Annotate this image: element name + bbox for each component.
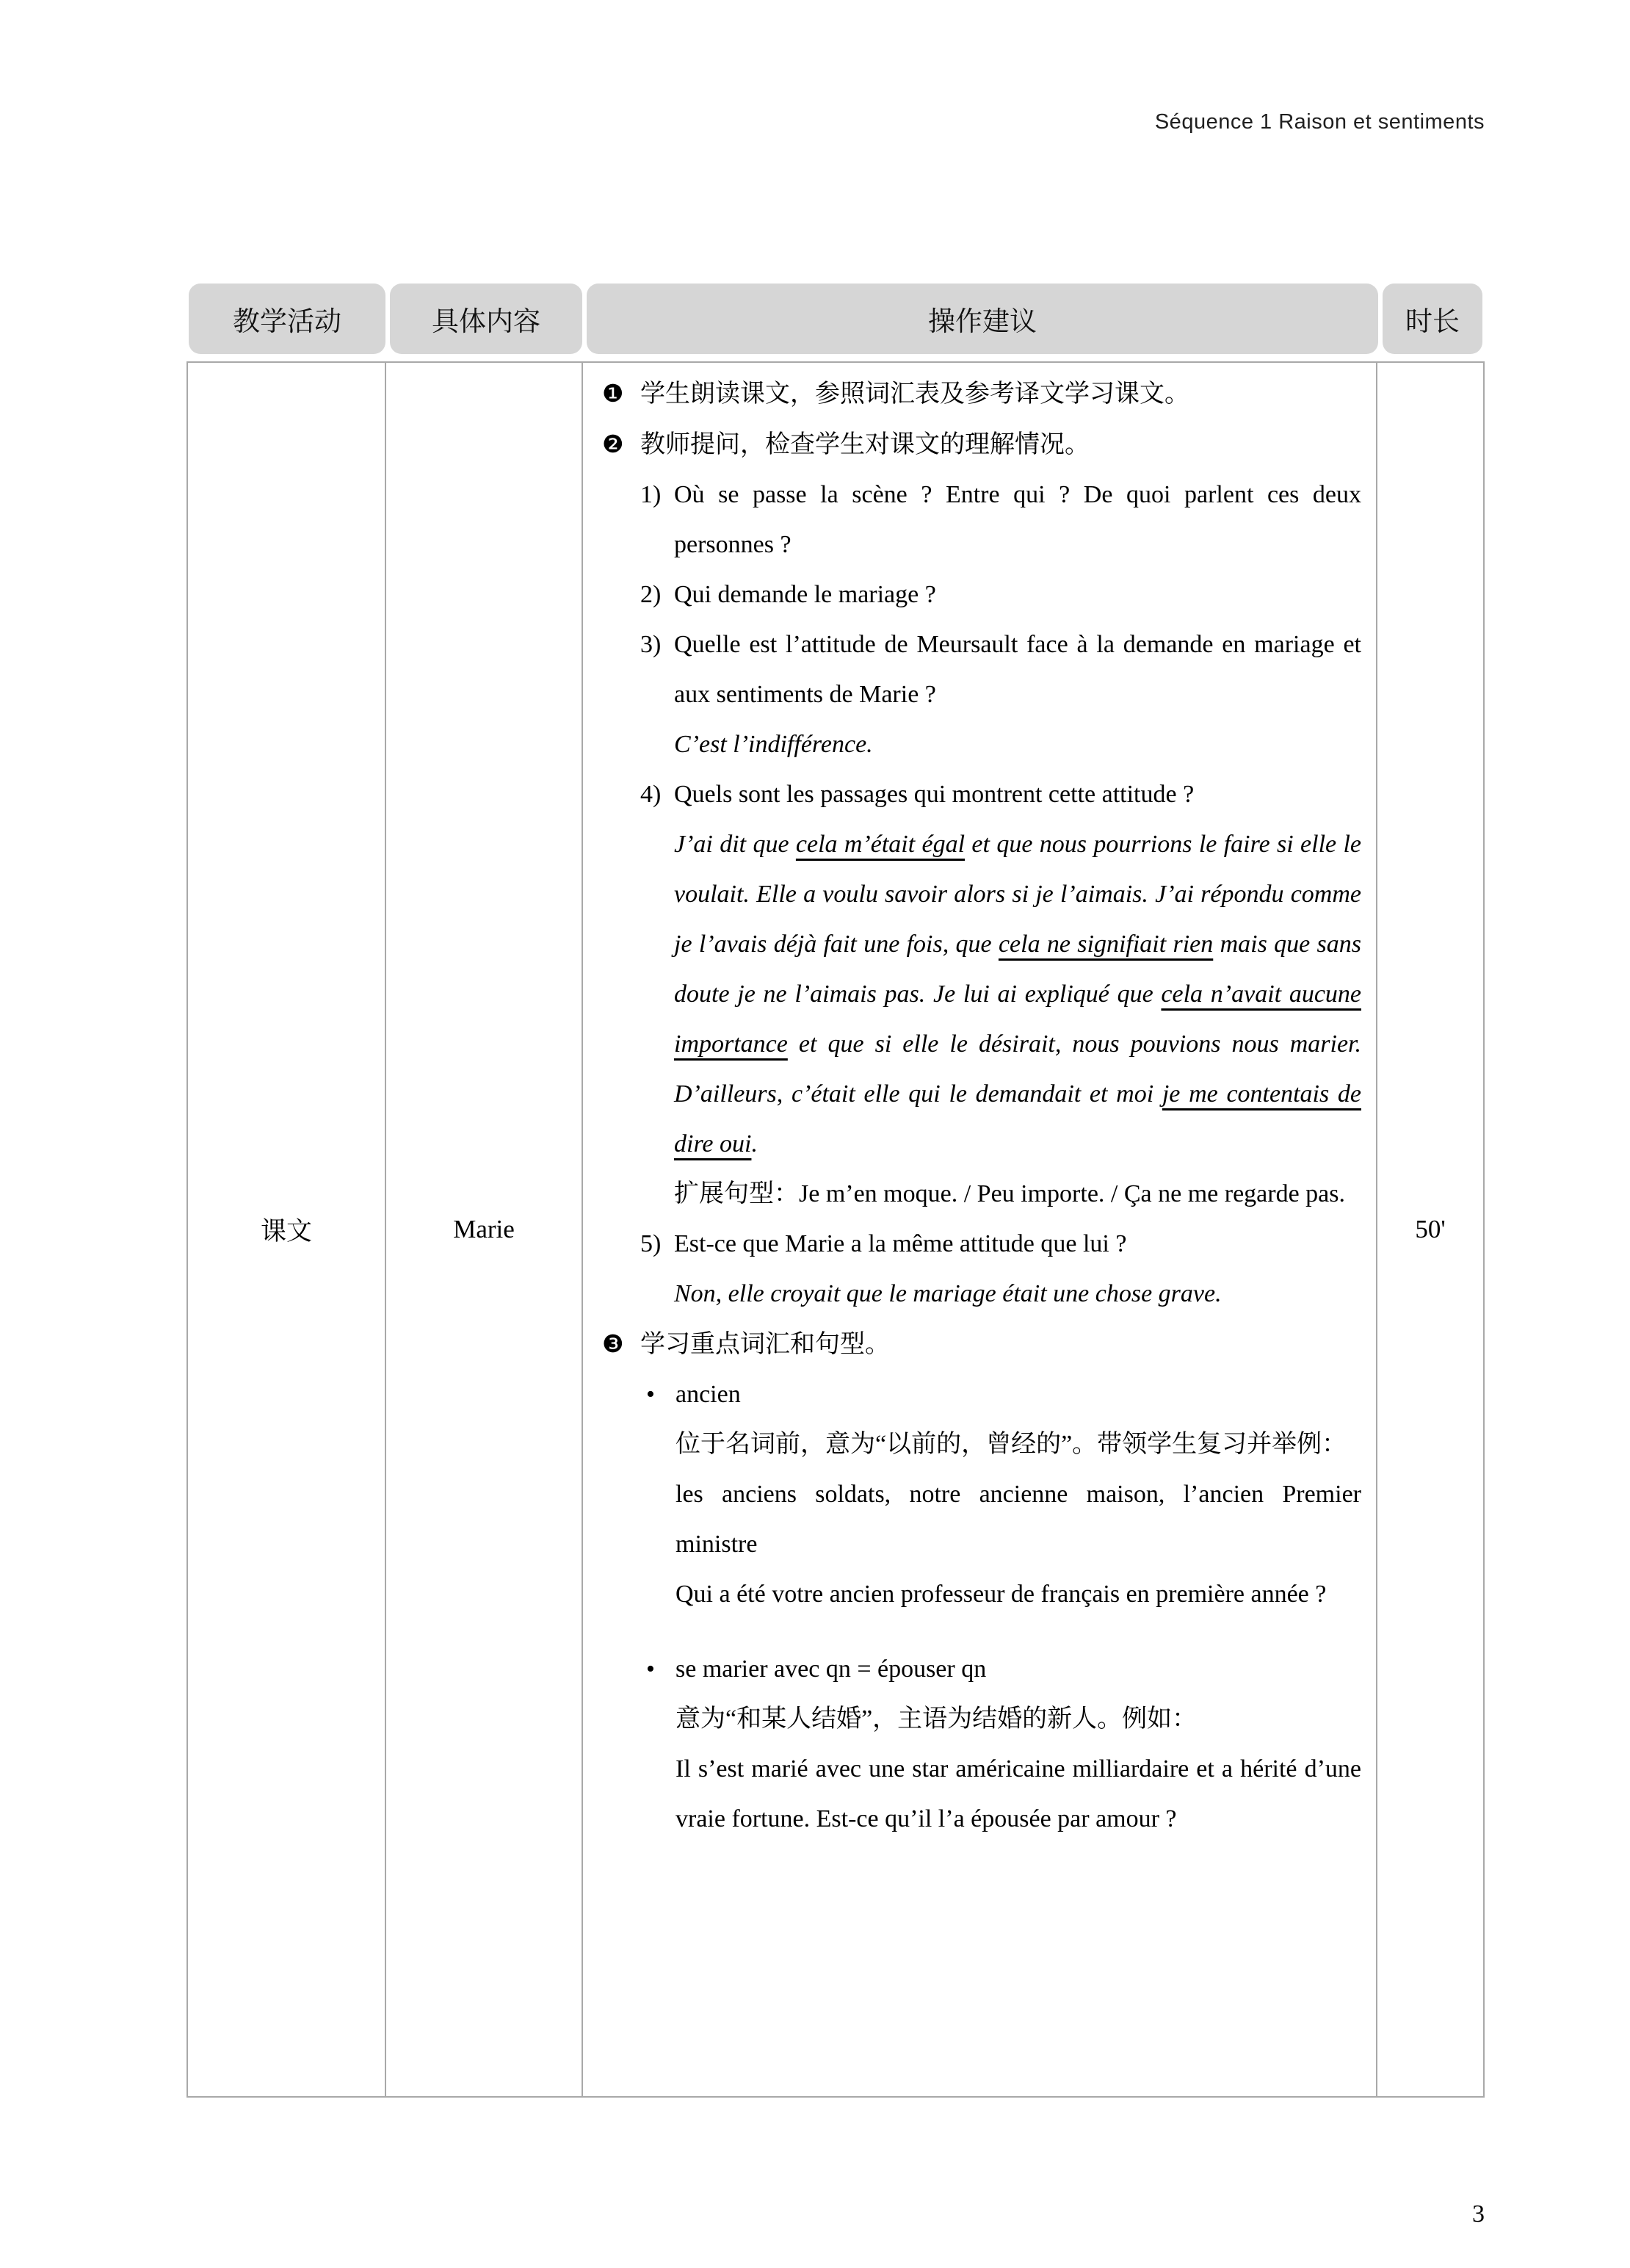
question-4	[583, 770, 1361, 820]
cell-suggestions	[583, 363, 1377, 2096]
question-4-passage	[674, 820, 1361, 1169]
step-3-text: 学习重点词汇和句型。	[640, 1331, 890, 1358]
vocab-se-marier-example: Il s’est marié avec une star américaine milliardaire et a hérité d’une vraie fortune. Est-ce qu’il l’a épousée par amour ?	[675, 1755, 1361, 1832]
passage-segment: J’ai dit que	[674, 831, 796, 858]
bullet-icon: •	[646, 1381, 655, 1408]
cell-content	[386, 363, 583, 2096]
column-header-suggestions: 操作建议	[587, 284, 1378, 354]
activity-label: 课文	[260, 1217, 312, 1246]
vocab-se-marier-term-line	[583, 1644, 1361, 1694]
circled-3-icon: ❸	[602, 1329, 624, 1358]
vocab-se-marier	[583, 1644, 1361, 1844]
step-1	[583, 369, 1361, 419]
vocab-se-marier-explanation: 意为“和某人结婚”，主语为结婚的新人。例如：	[675, 1705, 1198, 1733]
content-label: Marie	[453, 1215, 515, 1243]
question-1-number: 1)	[640, 481, 662, 508]
question-4-text: Quels sont les passages qui montrent cette attitude ?	[674, 781, 1195, 808]
vocab-ancien-example-1: les anciens soldats, notre ancienne maison, l’ancien Premier ministre	[675, 1481, 1361, 1558]
vocab-ancien-term: ancien	[675, 1381, 741, 1408]
header-cell-content	[388, 284, 584, 354]
vocab-ancien-explanation: 位于名词前，意为“以前的，曾经的”。带领学生复习并举例：	[675, 1431, 1347, 1458]
passage-underlined: cela n’avait aucune importance	[674, 980, 1361, 1058]
step-2	[583, 419, 1361, 470]
cell-activity	[188, 363, 386, 2096]
question-5-text: Est-ce que Marie a la même attitude que lui ?	[674, 1230, 1127, 1257]
step-3	[583, 1319, 1361, 1370]
passage-segment: mais que sans doute je ne l’aimais pas. Je lui ai expliqué que	[674, 931, 1361, 1008]
vocab-se-marier-term: se marier avec qn = épouser qn	[675, 1655, 987, 1683]
question-3-number: 3)	[640, 631, 662, 658]
circled-2-icon: ❷	[602, 430, 624, 458]
passage-segment: et que nous pourrions le faire si elle le voulait. Elle a voulu savoir alors si je l’aimais. J’ai répondu comme je l’avais déjà fait une fois, que	[674, 831, 1362, 958]
question-3-text: Quelle est l’attitude de Meursault face à la demande en mariage et aux sentiments de Marie ?	[674, 631, 1361, 708]
vocab-ancien	[583, 1370, 1361, 1619]
circled-1-icon: ❶	[602, 379, 624, 408]
header-cell-duration	[1380, 284, 1485, 354]
duration-value: 50'	[1415, 1215, 1446, 1243]
question-2	[583, 570, 1361, 620]
question-5-answer: Non, elle croyait que le mariage était une chose grave.	[674, 1280, 1222, 1307]
question-3	[583, 620, 1361, 720]
question-2-text: Qui demande le mariage ?	[674, 581, 936, 608]
suggestions-content	[583, 363, 1376, 1844]
cell-duration	[1377, 363, 1483, 2096]
passage-segment: et que si elle le désirait, nous pouvions nous marier. D’ailleurs, c’était elle qui le demandait et moi	[674, 1030, 1361, 1108]
step-1-text: 学生朗读课文，参照词汇表及参考译文学习课文。	[640, 380, 1189, 408]
table-body-row	[186, 361, 1485, 2098]
page-number: 3	[1472, 2200, 1485, 2228]
passage-underlined: cela m’était égal	[795, 831, 966, 858]
question-2-number: 2)	[640, 581, 662, 608]
question-1-text: Où se passe la scène ? Entre qui ? De quoi parlent ces deux personnes ?	[674, 481, 1361, 558]
table-header-row	[186, 284, 1485, 354]
bullet-icon: •	[646, 1655, 655, 1683]
question-1	[583, 470, 1361, 570]
column-header-content: 具体内容	[390, 284, 582, 354]
column-header-duration: 时长	[1383, 284, 1482, 354]
lesson-plan-table	[186, 284, 1485, 2098]
running-header: Séquence 1 Raison et sentiments	[1154, 110, 1485, 134]
question-5	[583, 1219, 1361, 1269]
question-5-number: 5)	[640, 1230, 662, 1257]
question-3-answer: C’est l’indifférence.	[674, 731, 873, 758]
header-cell-suggestions	[584, 284, 1380, 354]
header-cell-activity	[186, 284, 388, 354]
column-header-activity: 教学活动	[189, 284, 385, 354]
extension-patterns: 扩展句型：Je m’en moque. / Peu importe. / Ça ne me regarde pas.	[674, 1180, 1345, 1207]
passage-underlined: je me contentais de dire oui	[674, 1080, 1361, 1158]
passage-segment: .	[751, 1130, 758, 1158]
vocab-ancien-example-2: Qui a été votre ancien professeur de français en première année ?	[675, 1581, 1327, 1608]
passage-underlined: cela ne signifiait rien	[998, 931, 1214, 958]
vocab-ancien-term-line	[583, 1370, 1361, 1420]
question-4-number: 4)	[640, 781, 662, 808]
step-2-text: 教师提问，检查学生对课文的理解情况。	[640, 431, 1090, 458]
